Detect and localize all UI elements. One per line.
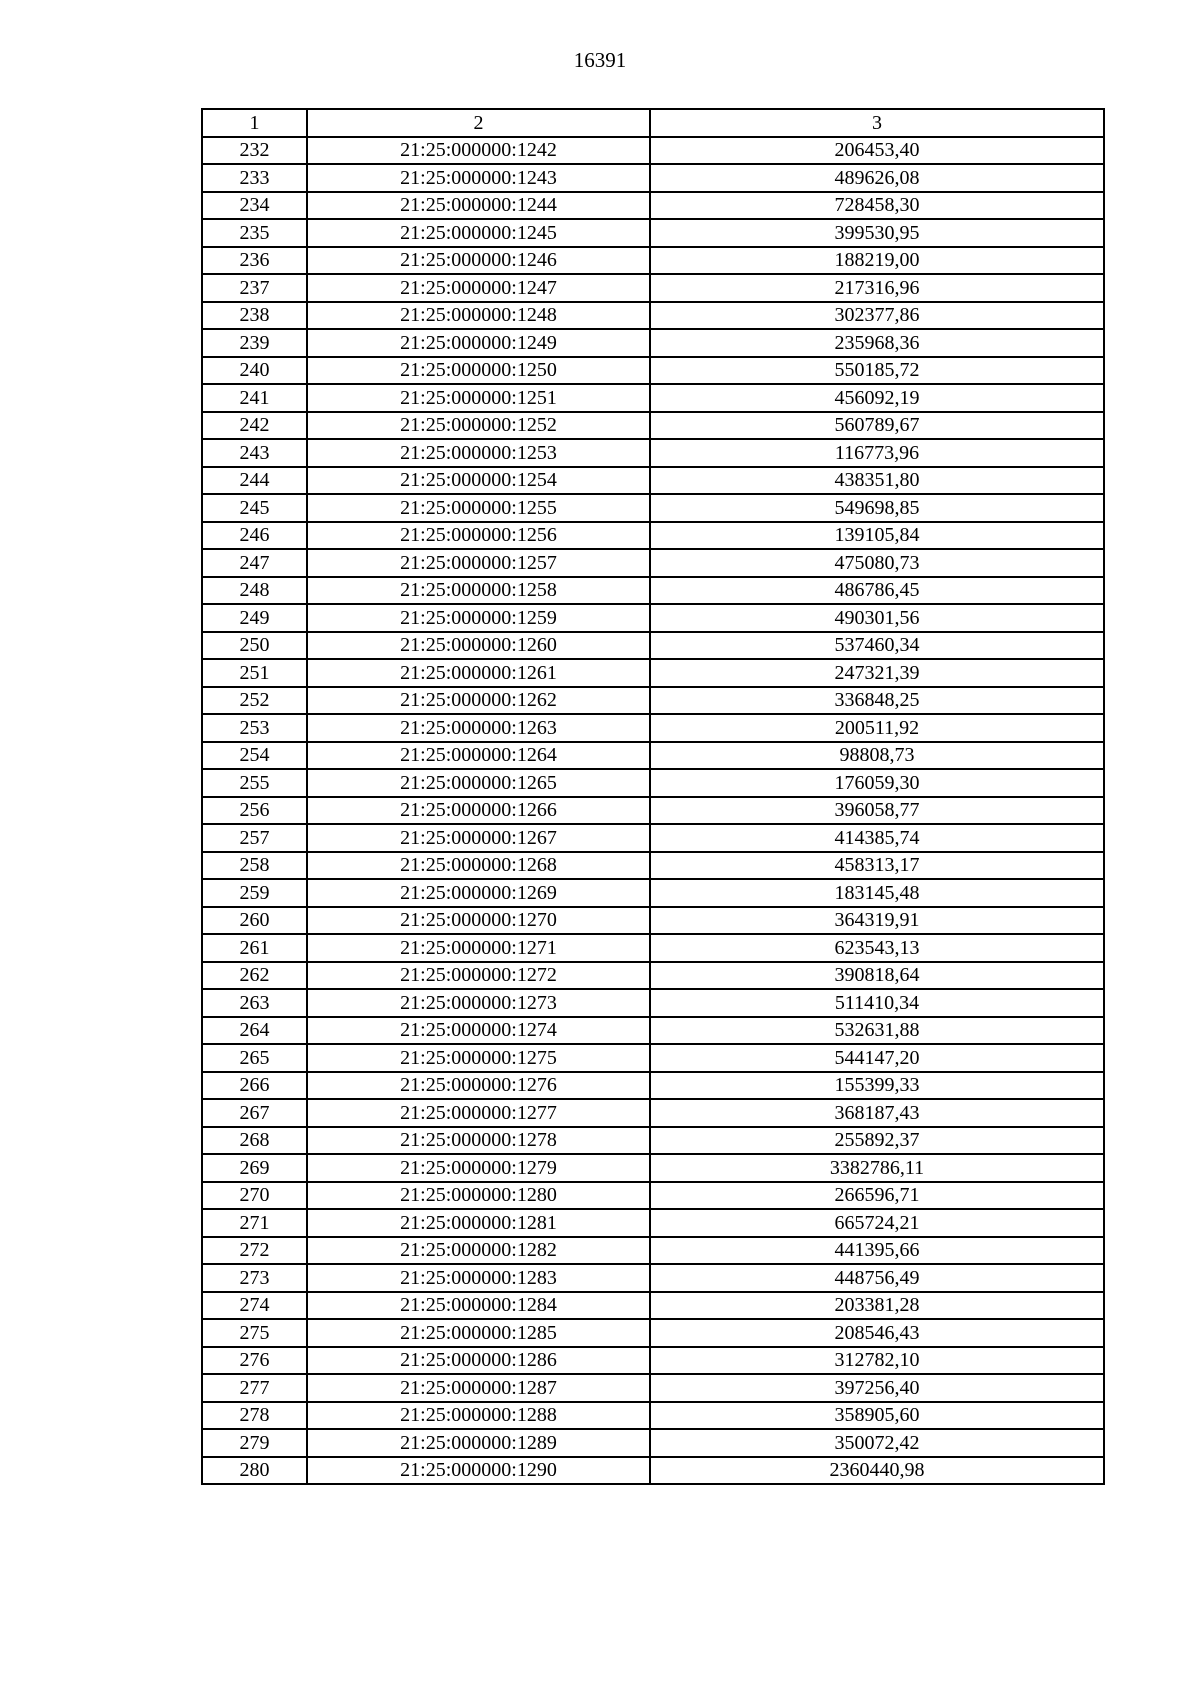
row-number-cell: 270 <box>202 1182 307 1210</box>
row-number-cell: 272 <box>202 1237 307 1265</box>
row-number-cell: 252 <box>202 687 307 715</box>
row-number-cell: 242 <box>202 412 307 440</box>
value-cell: 399530,95 <box>650 219 1104 247</box>
table-row <box>202 1319 1104 1347</box>
row-number-cell: 260 <box>202 907 307 935</box>
page-number: 16391 <box>573 48 627 72</box>
table-row <box>202 137 1104 165</box>
table-row <box>202 247 1104 275</box>
cadastral-number-cell: 21:25:000000:1242 <box>307 137 650 165</box>
cadastral-number-cell: 21:25:000000:1271 <box>307 934 650 962</box>
table-row <box>202 274 1104 302</box>
cadastral-number-cell: 21:25:000000:1269 <box>307 879 650 907</box>
table-row <box>202 632 1104 660</box>
value-cell: 441395,66 <box>650 1237 1104 1265</box>
cadastral-number-cell: 21:25:000000:1256 <box>307 522 650 550</box>
table-row <box>202 1264 1104 1292</box>
row-number-cell: 256 <box>202 797 307 825</box>
row-number-cell: 244 <box>202 467 307 495</box>
cadastral-number-cell: 21:25:000000:1243 <box>307 164 650 192</box>
row-number-cell: 250 <box>202 632 307 660</box>
table-row <box>202 1429 1104 1457</box>
cadastral-number-cell: 21:25:000000:1283 <box>307 1264 650 1292</box>
value-cell: 549698,85 <box>650 494 1104 522</box>
value-cell: 550185,72 <box>650 357 1104 385</box>
header-col-3: 3 <box>650 109 1104 137</box>
value-cell: 302377,86 <box>650 302 1104 330</box>
row-number-cell: 246 <box>202 522 307 550</box>
row-number-cell: 264 <box>202 1017 307 1045</box>
value-cell: 511410,34 <box>650 989 1104 1017</box>
value-cell: 336848,25 <box>650 687 1104 715</box>
cadastral-number-cell: 21:25:000000:1284 <box>307 1292 650 1320</box>
row-number-cell: 253 <box>202 714 307 742</box>
value-cell: 183145,48 <box>650 879 1104 907</box>
value-cell: 665724,21 <box>650 1209 1104 1237</box>
value-cell: 139105,84 <box>650 522 1104 550</box>
table-row <box>202 549 1104 577</box>
value-cell: 490301,56 <box>650 604 1104 632</box>
row-number-cell: 248 <box>202 577 307 605</box>
cadastral-number-cell: 21:25:000000:1263 <box>307 714 650 742</box>
row-number-cell: 262 <box>202 962 307 990</box>
row-number-cell: 268 <box>202 1127 307 1155</box>
row-number-cell: 259 <box>202 879 307 907</box>
value-cell: 188219,00 <box>650 247 1104 275</box>
value-cell: 456092,19 <box>650 384 1104 412</box>
cadastral-number-cell: 21:25:000000:1276 <box>307 1072 650 1100</box>
cadastral-number-cell: 21:25:000000:1251 <box>307 384 650 412</box>
value-cell: 2360440,98 <box>650 1457 1104 1485</box>
cadastral-number-cell: 21:25:000000:1277 <box>307 1099 650 1127</box>
table-row <box>202 687 1104 715</box>
cadastral-number-cell: 21:25:000000:1253 <box>307 439 650 467</box>
table-row <box>202 329 1104 357</box>
row-number-cell: 249 <box>202 604 307 632</box>
value-cell: 235968,36 <box>650 329 1104 357</box>
row-number-cell: 276 <box>202 1347 307 1375</box>
table-row <box>202 467 1104 495</box>
row-number-cell: 269 <box>202 1154 307 1182</box>
row-number-cell: 271 <box>202 1209 307 1237</box>
cadastral-number-cell: 21:25:000000:1259 <box>307 604 650 632</box>
value-cell: 312782,10 <box>650 1347 1104 1375</box>
row-number-cell: 254 <box>202 742 307 770</box>
row-number-cell: 235 <box>202 219 307 247</box>
value-cell: 489626,08 <box>650 164 1104 192</box>
value-cell: 486786,45 <box>650 577 1104 605</box>
table-row <box>202 1209 1104 1237</box>
row-number-cell: 237 <box>202 274 307 302</box>
cadastral-number-cell: 21:25:000000:1285 <box>307 1319 650 1347</box>
cadastral-number-cell: 21:25:000000:1246 <box>307 247 650 275</box>
cadastral-number-cell: 21:25:000000:1272 <box>307 962 650 990</box>
table-row <box>202 1154 1104 1182</box>
value-cell: 458313,17 <box>650 852 1104 880</box>
table-row <box>202 824 1104 852</box>
value-cell: 255892,37 <box>650 1127 1104 1155</box>
cadastral-number-cell: 21:25:000000:1252 <box>307 412 650 440</box>
table-row <box>202 1347 1104 1375</box>
table-row <box>202 989 1104 1017</box>
cadastral-number-cell: 21:25:000000:1267 <box>307 824 650 852</box>
table-row <box>202 852 1104 880</box>
row-number-cell: 241 <box>202 384 307 412</box>
value-cell: 203381,28 <box>650 1292 1104 1320</box>
row-number-cell: 258 <box>202 852 307 880</box>
value-cell: 350072,42 <box>650 1429 1104 1457</box>
table-row <box>202 522 1104 550</box>
row-number-cell: 239 <box>202 329 307 357</box>
row-number-cell: 267 <box>202 1099 307 1127</box>
row-number-cell: 245 <box>202 494 307 522</box>
cadastral-number-cell: 21:25:000000:1258 <box>307 577 650 605</box>
row-number-cell: 257 <box>202 824 307 852</box>
cadastral-number-cell: 21:25:000000:1288 <box>307 1402 650 1430</box>
table-row <box>202 1127 1104 1155</box>
cadastral-number-cell: 21:25:000000:1262 <box>307 687 650 715</box>
value-cell: 266596,71 <box>650 1182 1104 1210</box>
table-row <box>202 1457 1104 1485</box>
value-cell: 368187,43 <box>650 1099 1104 1127</box>
value-cell: 155399,33 <box>650 1072 1104 1100</box>
cadastral-number-cell: 21:25:000000:1275 <box>307 1044 650 1072</box>
value-cell: 3382786,11 <box>650 1154 1104 1182</box>
row-number-cell: 255 <box>202 769 307 797</box>
value-cell: 438351,80 <box>650 467 1104 495</box>
row-number-cell: 243 <box>202 439 307 467</box>
table-row <box>202 1374 1104 1402</box>
table-row <box>202 384 1104 412</box>
table-row <box>202 494 1104 522</box>
row-number-cell: 236 <box>202 247 307 275</box>
value-cell: 390818,64 <box>650 962 1104 990</box>
table-row <box>202 659 1104 687</box>
cadastral-table <box>201 108 1105 1485</box>
value-cell: 728458,30 <box>650 192 1104 220</box>
cadastral-number-cell: 21:25:000000:1281 <box>307 1209 650 1237</box>
table-row <box>202 1044 1104 1072</box>
value-cell: 98808,73 <box>650 742 1104 770</box>
cadastral-number-cell: 21:25:000000:1250 <box>307 357 650 385</box>
value-cell: 537460,34 <box>650 632 1104 660</box>
header-row <box>202 109 1104 137</box>
cadastral-number-cell: 21:25:000000:1254 <box>307 467 650 495</box>
table-row <box>202 714 1104 742</box>
table-row <box>202 604 1104 632</box>
cadastral-number-cell: 21:25:000000:1266 <box>307 797 650 825</box>
row-number-cell: 265 <box>202 1044 307 1072</box>
cadastral-number-cell: 21:25:000000:1282 <box>307 1237 650 1265</box>
cadastral-number-cell: 21:25:000000:1270 <box>307 907 650 935</box>
table-row <box>202 962 1104 990</box>
row-number-cell: 251 <box>202 659 307 687</box>
row-number-cell: 280 <box>202 1457 307 1485</box>
cadastral-number-cell: 21:25:000000:1286 <box>307 1347 650 1375</box>
row-number-cell: 232 <box>202 137 307 165</box>
value-cell: 358905,60 <box>650 1402 1104 1430</box>
table-row <box>202 769 1104 797</box>
table-row <box>202 439 1104 467</box>
row-number-cell: 234 <box>202 192 307 220</box>
cadastral-number-cell: 21:25:000000:1257 <box>307 549 650 577</box>
cadastral-number-cell: 21:25:000000:1273 <box>307 989 650 1017</box>
value-cell: 176059,30 <box>650 769 1104 797</box>
cadastral-number-cell: 21:25:000000:1279 <box>307 1154 650 1182</box>
value-cell: 200511,92 <box>650 714 1104 742</box>
cadastral-number-cell: 21:25:000000:1248 <box>307 302 650 330</box>
cadastral-number-cell: 21:25:000000:1244 <box>307 192 650 220</box>
cadastral-number-cell: 21:25:000000:1289 <box>307 1429 650 1457</box>
row-number-cell: 278 <box>202 1402 307 1430</box>
value-cell: 116773,96 <box>650 439 1104 467</box>
value-cell: 208546,43 <box>650 1319 1104 1347</box>
row-number-cell: 238 <box>202 302 307 330</box>
value-cell: 414385,74 <box>650 824 1104 852</box>
value-cell: 532631,88 <box>650 1017 1104 1045</box>
cadastral-number-cell: 21:25:000000:1280 <box>307 1182 650 1210</box>
value-cell: 364319,91 <box>650 907 1104 935</box>
value-cell: 623543,13 <box>650 934 1104 962</box>
value-cell: 475080,73 <box>650 549 1104 577</box>
table-row <box>202 1072 1104 1100</box>
cadastral-number-cell: 21:25:000000:1268 <box>307 852 650 880</box>
row-number-cell: 263 <box>202 989 307 1017</box>
table-row <box>202 219 1104 247</box>
table-row <box>202 1099 1104 1127</box>
row-number-cell: 274 <box>202 1292 307 1320</box>
row-number-cell: 247 <box>202 549 307 577</box>
header-col-1: 1 <box>202 109 307 137</box>
table-row <box>202 879 1104 907</box>
value-cell: 397256,40 <box>650 1374 1104 1402</box>
cadastral-number-cell: 21:25:000000:1290 <box>307 1457 650 1485</box>
cadastral-number-cell: 21:25:000000:1264 <box>307 742 650 770</box>
row-number-cell: 266 <box>202 1072 307 1100</box>
value-cell: 448756,49 <box>650 1264 1104 1292</box>
table-row <box>202 1017 1104 1045</box>
cadastral-number-cell: 21:25:000000:1249 <box>307 329 650 357</box>
cadastral-number-cell: 21:25:000000:1255 <box>307 494 650 522</box>
table-row <box>202 577 1104 605</box>
row-number-cell: 279 <box>202 1429 307 1457</box>
table-row <box>202 742 1104 770</box>
table-row <box>202 1182 1104 1210</box>
table-row <box>202 164 1104 192</box>
table-row <box>202 1402 1104 1430</box>
row-number-cell: 240 <box>202 357 307 385</box>
cadastral-number-cell: 21:25:000000:1260 <box>307 632 650 660</box>
table-row <box>202 907 1104 935</box>
row-number-cell: 261 <box>202 934 307 962</box>
table-row <box>202 1292 1104 1320</box>
cadastral-number-cell: 21:25:000000:1274 <box>307 1017 650 1045</box>
cadastral-number-cell: 21:25:000000:1247 <box>307 274 650 302</box>
row-number-cell: 275 <box>202 1319 307 1347</box>
table-body <box>202 137 1104 1485</box>
row-number-cell: 233 <box>202 164 307 192</box>
table-row <box>202 302 1104 330</box>
cadastral-number-cell: 21:25:000000:1265 <box>307 769 650 797</box>
value-cell: 560789,67 <box>650 412 1104 440</box>
table-row <box>202 192 1104 220</box>
table-row <box>202 797 1104 825</box>
table-row <box>202 412 1104 440</box>
table-row <box>202 1237 1104 1265</box>
value-cell: 247321,39 <box>650 659 1104 687</box>
table-row <box>202 357 1104 385</box>
row-number-cell: 273 <box>202 1264 307 1292</box>
header-col-2: 2 <box>307 109 650 137</box>
value-cell: 206453,40 <box>650 137 1104 165</box>
row-number-cell: 277 <box>202 1374 307 1402</box>
table-row <box>202 934 1104 962</box>
cadastral-number-cell: 21:25:000000:1245 <box>307 219 650 247</box>
value-cell: 396058,77 <box>650 797 1104 825</box>
value-cell: 544147,20 <box>650 1044 1104 1072</box>
value-cell: 217316,96 <box>650 274 1104 302</box>
cadastral-number-cell: 21:25:000000:1261 <box>307 659 650 687</box>
cadastral-number-cell: 21:25:000000:1287 <box>307 1374 650 1402</box>
table-header <box>202 109 1104 137</box>
cadastral-number-cell: 21:25:000000:1278 <box>307 1127 650 1155</box>
